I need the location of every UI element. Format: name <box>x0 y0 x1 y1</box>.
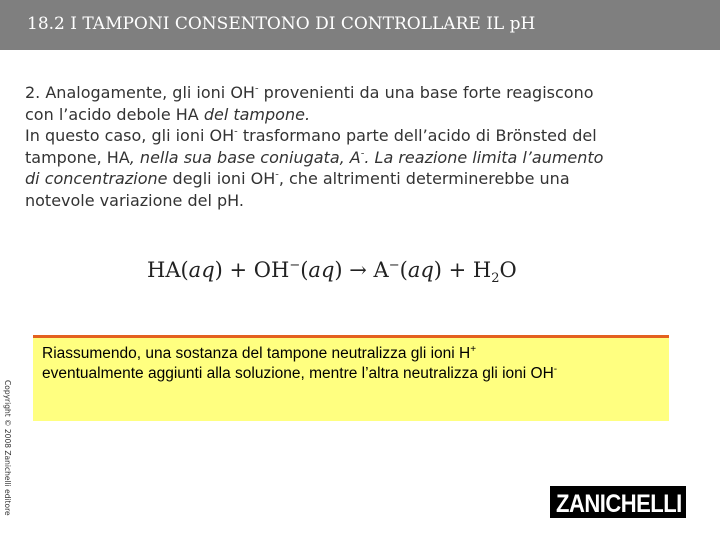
italic-text: . La reazione limita l’aumento <box>364 147 604 167</box>
slide-title <box>27 14 535 34</box>
slide-header <box>0 0 720 50</box>
superscript: - <box>553 363 558 375</box>
chemical-equation <box>147 258 517 287</box>
summary-box <box>33 335 669 421</box>
superscript: - <box>275 169 279 181</box>
body-line-4 <box>25 147 690 169</box>
superscript: - <box>234 126 238 138</box>
body-text-segment: , che altrimenti determinerebbe una <box>278 169 570 188</box>
summary-text <box>42 344 667 384</box>
summary-box-border <box>33 335 669 338</box>
body-line-1 <box>25 82 690 104</box>
equation-state: aq <box>407 258 434 282</box>
summary-text-segment: Riassumendo, una sostanza del tampone neutralizza gli ioni H <box>42 345 471 362</box>
italic-text: , nella sua base coniugata, A <box>129 147 361 167</box>
superscript: + <box>470 343 477 355</box>
body-paragraph <box>25 82 690 211</box>
equation-part: O <box>499 258 517 282</box>
summary-text-segment: eventualmente aggiunti alla soluzione, mentre l’altra neutralizza gli ioni OH <box>42 365 554 382</box>
body-text-segment: provenienti da una base forte reagiscono <box>258 83 594 102</box>
body-text-segment: In questo caso, gli ioni OH <box>25 126 235 145</box>
logo-text: ZANICHELLI <box>556 489 682 518</box>
section-number: 18.2 <box>27 14 65 34</box>
summary-line-1 <box>42 344 667 364</box>
equation-part: ) + H <box>433 258 492 282</box>
equation-part: HA( <box>147 258 189 282</box>
equation-state: aq <box>308 258 335 282</box>
point-number: 2. <box>25 83 41 102</box>
copyright-notice <box>0 380 14 528</box>
body-text-segment: trasformano parte dell’acido di Brönsted del <box>237 126 597 145</box>
body-text-segment: Analogamente, gli ioni OH <box>40 83 255 102</box>
equation-charge: − <box>388 258 400 273</box>
copyright-text: Copyright © 2008 Zanichelli editore <box>3 380 12 516</box>
italic-text: di concentrazione <box>25 169 168 188</box>
summary-line-2 <box>42 364 667 384</box>
equation-part: ) + OH <box>214 258 290 282</box>
equation-part: ( <box>399 258 408 282</box>
superscript: - <box>254 83 259 95</box>
superscript: - <box>360 148 365 160</box>
publisher-logo <box>550 486 686 518</box>
body-line-5 <box>25 168 690 190</box>
body-line-3 <box>25 125 690 147</box>
equation-part: ( <box>300 258 309 282</box>
equation-subscript: 2 <box>491 271 500 287</box>
equation-state: aq <box>188 258 215 282</box>
body-line-6: notevole variazione del pH. <box>25 190 245 210</box>
equation-charge: − <box>289 258 301 273</box>
body-text-segment: con l’acido debole HA <box>25 104 204 124</box>
equation-part: ) → A <box>334 258 389 282</box>
section-title: I TAMPONI CONSENTONO DI CONTROLLARE IL pH <box>70 14 536 34</box>
body-line-2 <box>25 104 690 126</box>
italic-text: del tampone. <box>203 104 311 124</box>
body-text-segment: tampone, HA <box>25 147 130 167</box>
body-text-segment: degli ioni OH <box>167 169 276 188</box>
